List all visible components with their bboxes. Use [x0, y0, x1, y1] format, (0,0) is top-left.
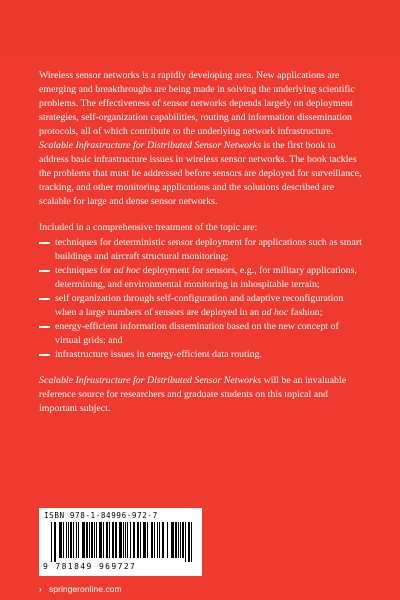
barcode-bar — [191, 522, 192, 562]
barcode-bar — [73, 522, 74, 558]
dash-bullet-icon — [39, 326, 50, 328]
barcode-digits: 9 781849 969727 — [43, 562, 137, 571]
list-item — [39, 236, 365, 264]
barcode-bar — [106, 522, 108, 558]
list-intro: Included in a comprehensive treatment of the topic are: — [39, 222, 258, 234]
barcode-bar — [137, 522, 139, 558]
barcode-bar — [151, 522, 153, 558]
barcode-bar — [96, 522, 97, 558]
intro-paragraph — [39, 69, 365, 209]
barcode-bar — [115, 522, 117, 558]
barcode-bar — [63, 522, 64, 558]
barcode — [39, 508, 202, 576]
topic-text-after: fashion; — [288, 306, 323, 318]
barcode-bar — [68, 522, 69, 558]
publisher-url[interactable]: springeronline.com — [49, 584, 122, 594]
list-item — [39, 292, 365, 320]
barcode-bar — [178, 522, 179, 558]
barcode-bar — [130, 522, 131, 558]
description-block — [39, 69, 365, 416]
barcode-bar — [123, 522, 124, 558]
barcode-bar — [175, 522, 177, 558]
barcode-bar — [86, 522, 88, 558]
isbn-label: ISBN 978-1-84996-972-7 — [44, 511, 158, 520]
topic-text: techniques for deterministic sensor deployment for applications such as smart buildings and aircraft structural monitoring; — [55, 236, 362, 262]
closing-text: will be an invaluable reference source for researchers and graduate students on this topical and important subject. — [39, 374, 347, 415]
topic-italic: ad hoc — [113, 264, 141, 276]
barcode-bar — [89, 522, 90, 558]
barcode-bar — [76, 522, 77, 558]
dash-bullet-icon — [39, 242, 50, 244]
barcode-bar — [140, 522, 141, 558]
barcode-bar — [51, 522, 52, 562]
publisher-link[interactable] — [39, 584, 122, 594]
barcode-bars — [51, 522, 193, 562]
barcode-bar — [143, 522, 146, 558]
dash-bullet-icon — [39, 354, 50, 356]
chevron-right-icon: › — [39, 584, 42, 594]
barcode-bar — [185, 522, 186, 562]
barcode-bar — [112, 522, 114, 558]
dash-bullet-icon — [39, 270, 50, 272]
barcode-bar — [66, 522, 67, 558]
barcode-bar — [159, 522, 160, 558]
barcode-bar — [147, 522, 148, 558]
barcode-bar — [54, 522, 56, 562]
barcode-bar — [78, 522, 79, 558]
barcode-bar — [180, 522, 181, 558]
topic-text: techniques for — [55, 264, 114, 276]
barcode-bar — [91, 522, 93, 558]
dash-bullet-icon — [39, 298, 50, 300]
barcode-bar — [94, 522, 95, 558]
barcode-bar — [109, 522, 110, 558]
barcode-bar — [59, 522, 62, 558]
topics-list — [39, 236, 365, 362]
topic-text-after: deployment for sensors, e.g., for military applications, determining, and environmental monitoring in inhospitable terrain; — [55, 264, 357, 290]
intro-text-2: is the first book to address basic infrastructure issues in wireless sensor networks. The book tackles the problems that must be addressed before sensors are deployed for surveillance, tracking, and other monitoring applications and the solutions described are scalable for large and dense sensor networks. — [39, 140, 362, 208]
barcode-bar — [125, 522, 126, 558]
closing-book-title: Scalable Infrastructure for Distributed Sensor Networks — [39, 374, 262, 386]
barcode-bar — [162, 522, 164, 558]
topic-text: energy-efficient information dissemination based on the new concept of virtual grids; and — [55, 320, 339, 346]
barcode-bar — [70, 522, 72, 558]
list-item — [39, 264, 365, 292]
barcode-bar — [119, 522, 122, 558]
barcode-bar — [103, 522, 104, 558]
barcode-bar — [154, 522, 155, 558]
list-item — [39, 348, 365, 362]
barcode-bar — [82, 522, 85, 558]
topic-text: self organization through self-configuration and adaptive reconfiguration when a large numbers of sensors are deployed in an — [55, 292, 344, 318]
closing-paragraph — [39, 374, 365, 416]
intro-text-1: Wireless sensor networks is a rapidly developing area. New applications are emerging and breakthroughs are being made in solving the underlying scientific problems. The effectiveness of sensor networks depends largely on deployment strategies, self-organization capabilities, routing and information dissemination protocols, all of which contribute to the underlying network infrastructure. — [39, 70, 355, 138]
topic-text: infrastructure issues in energy-efficient data routing. — [55, 348, 262, 360]
barcode-bar — [188, 522, 190, 562]
barcode-bar — [171, 522, 174, 558]
barcode-bar — [157, 522, 158, 558]
barcode-bar — [167, 522, 168, 558]
barcode-bar — [182, 522, 184, 558]
top-band — [0, 0, 400, 60]
barcode-bar — [127, 522, 128, 558]
barcode-bar — [99, 522, 102, 558]
barcode-bar — [133, 522, 135, 558]
intro-book-title: Scalable Infrastructure for Distributed Sensor Networks — [39, 140, 262, 152]
topic-italic: ad hoc — [261, 306, 289, 318]
list-item — [39, 320, 365, 348]
